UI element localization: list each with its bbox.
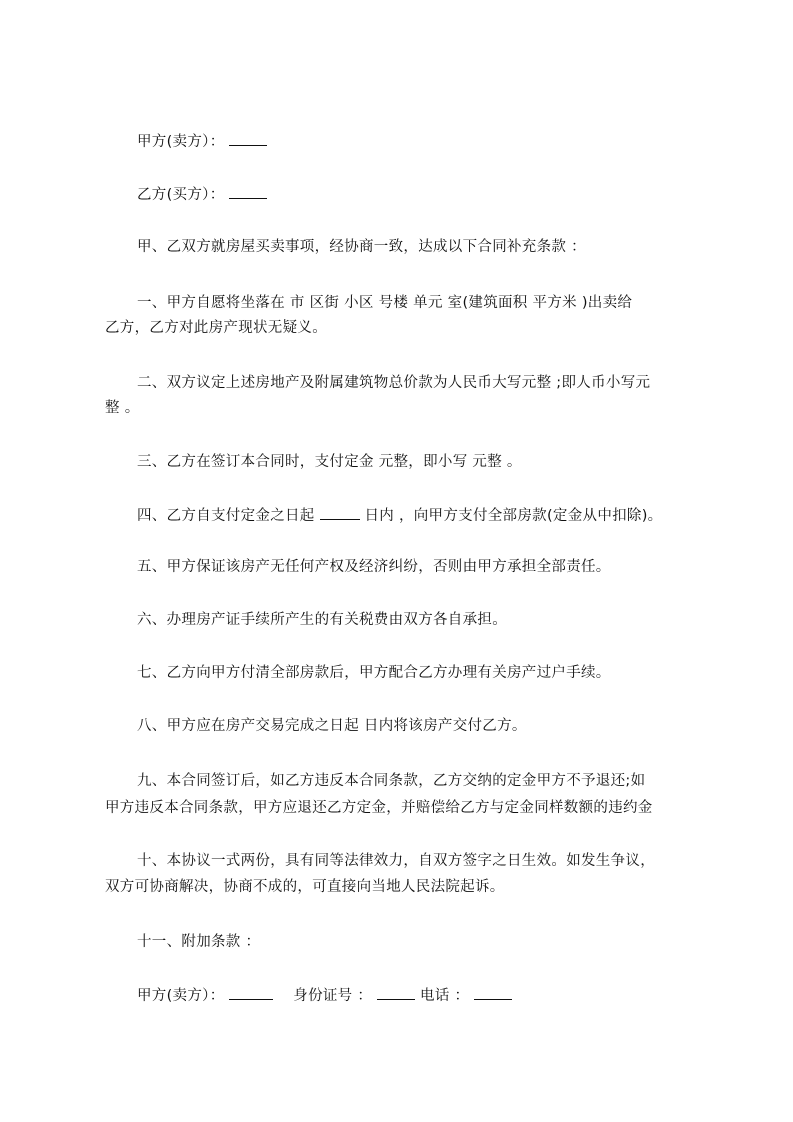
sign-party-a-label: 甲方(卖方）： [137, 988, 225, 1004]
clause-1-line-1: 一、甲方自愿将坐落在 市 区街 小区 号楼 单元 室(建筑面积 平方米 )出卖给 [137, 295, 633, 311]
party-b-line [137, 184, 267, 205]
clause-3: 三、乙方在签订本合同时，支付定金 元整，即小写 元整 。 [137, 454, 522, 470]
clause-2-line-1: 二、双方议定上述房地产及附属建筑物总价款为人民币大写元整 ;即人币小写元 [137, 375, 651, 391]
clause-7: 七、乙方向甲方付清全部房款后，甲方配合乙方办理有关房产过户手续。 [137, 665, 611, 681]
signature-line [137, 985, 512, 1006]
sign-party-a-blank[interactable] [229, 985, 273, 1000]
clause-8: 八、甲方应在房产交易完成之日起 日内将该房产交付乙方。 [137, 718, 527, 734]
clause-9-line-1: 九、本合同签订后，如乙方违反本合同条款，乙方交纳的定金甲方不予退还;如 [137, 773, 646, 789]
clause-4-days-blank[interactable] [320, 505, 360, 520]
clause-11: 十一、附加条款 ： [137, 934, 261, 950]
clause-6: 六、办理房产证手续所产生的有关税费由双方各自承担。 [137, 612, 507, 628]
clause-4-suffix: 日内 ，向甲方支付全部房款(定金从中扣除)。 [364, 508, 663, 524]
party-a-label: 甲方(卖方）： [137, 134, 225, 150]
party-a-line [137, 131, 267, 152]
sign-id-label: 身份证号 ： [293, 988, 373, 1004]
party-b-label: 乙方(买方）： [137, 187, 225, 203]
clause-10-line-2: 双方可协商解决，协商不成的，可直接向当地人民法院起诉。 [105, 879, 505, 895]
clause-9-line-2: 甲方违反本合同条款，甲方应退还乙方定金，并赔偿给乙方与定金同样数额的违约金 [105, 800, 653, 816]
clause-5: 五、甲方保证该房产无任何产权及经济纠纷，否则由甲方承担全部责任。 [137, 559, 611, 575]
sign-phone-label: 电话 ： [420, 988, 470, 1004]
clause-1-line-2: 乙方，乙方对此房产现状无疑义。 [105, 320, 327, 336]
sign-id-blank[interactable] [377, 985, 415, 1000]
clause-4 [137, 505, 662, 526]
party-a-blank[interactable] [229, 131, 267, 146]
sign-phone-blank[interactable] [474, 985, 512, 1000]
clause-2-line-2: 整 。 [105, 400, 140, 416]
party-b-blank[interactable] [229, 184, 267, 199]
clause-10-line-1: 十、本协议一式两份，具有同等法律效力，自双方签字之日生效。如发生争议， [137, 853, 655, 869]
clause-4-prefix: 四、乙方自支付定金之日起 [137, 508, 315, 524]
intro-paragraph: 甲、乙双方就房屋买卖事项，经协商一致，达成以下合同补充条款 ： [137, 239, 586, 255]
